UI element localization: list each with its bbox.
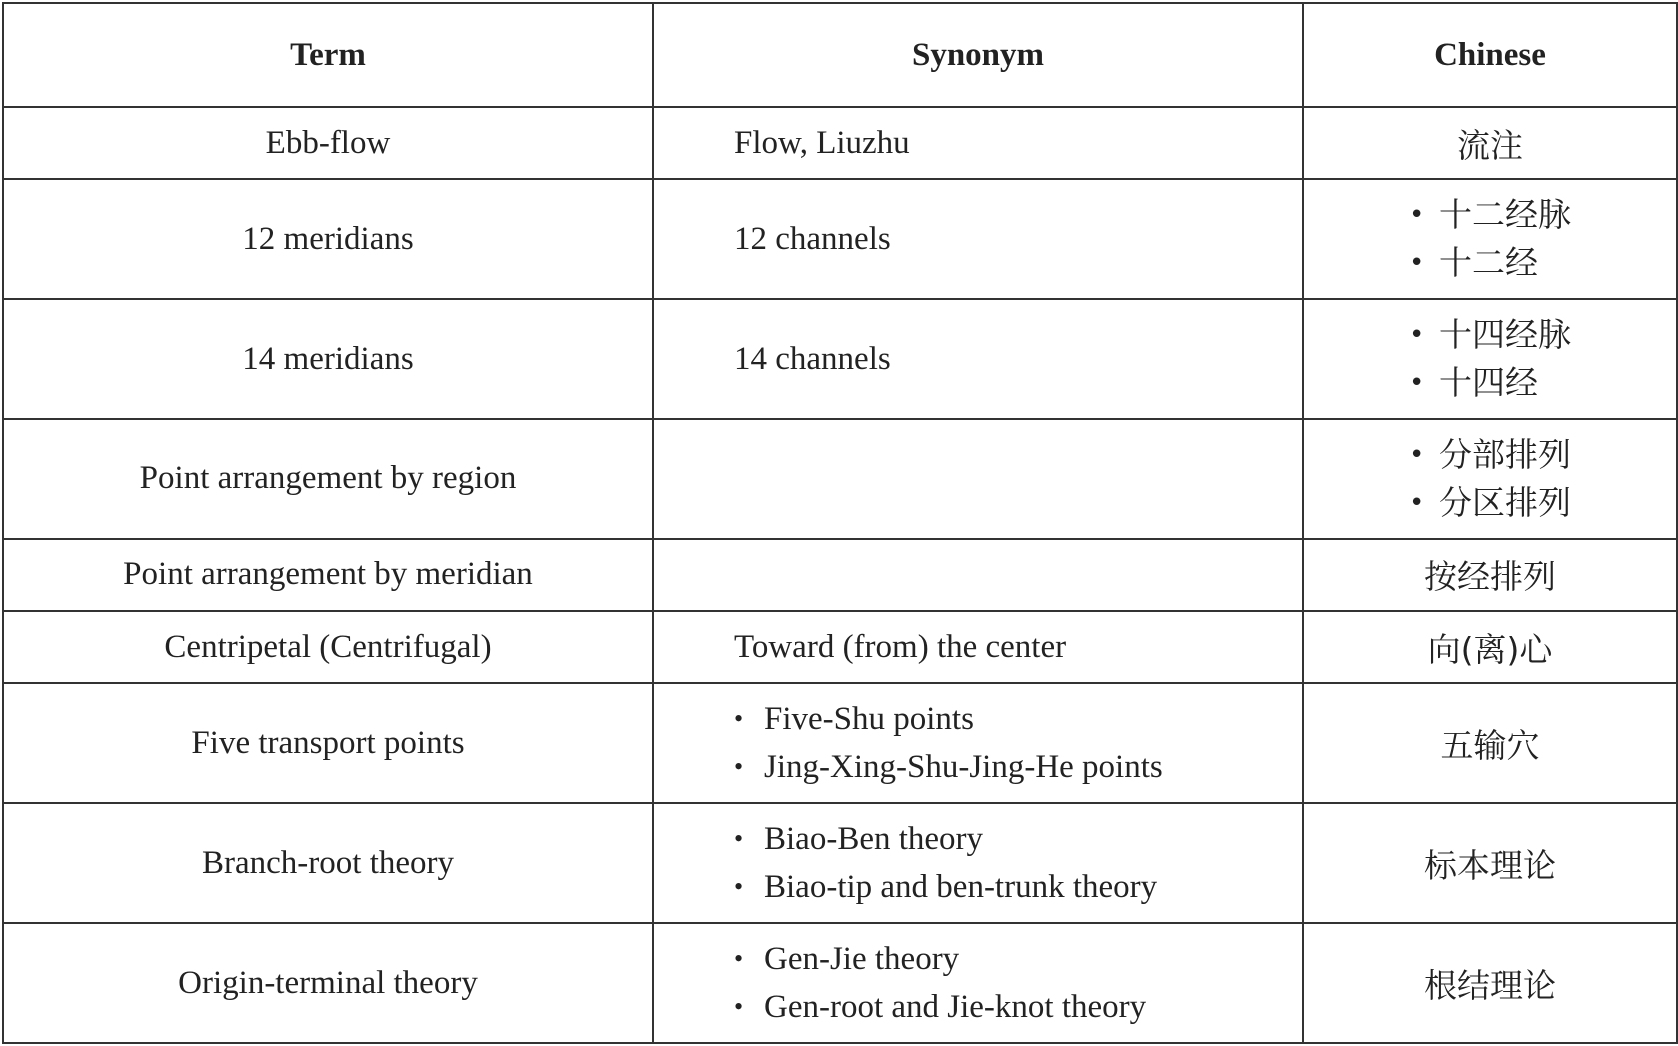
synonym-cell (653, 107, 1303, 179)
synonym-list-item: • Gen-Jie theory (734, 935, 1302, 983)
term-cell: Ebb-flow (3, 107, 653, 179)
term-cell: 12 meridians (3, 179, 653, 299)
chinese-list-item: • 分部排列 (1409, 431, 1571, 479)
term-cell: Five transport points (3, 683, 653, 803)
chinese-text: 向(离)心 (1427, 629, 1553, 669)
synonym-list-item: • Biao-Ben theory (734, 815, 1302, 863)
synonym-cell (653, 419, 1303, 539)
header-chinese: Chinese (1303, 3, 1677, 107)
table-row (3, 539, 1677, 611)
synonym-cell (653, 683, 1303, 803)
synonym-text: Flow, Liuzhu (734, 124, 910, 161)
term-cell: Centripetal (Centrifugal) (3, 611, 653, 683)
chinese-text: 五输穴 (1440, 725, 1540, 765)
chinese-list-item: • 十四经脉 (1409, 311, 1571, 359)
table-row (3, 923, 1677, 1043)
chinese-text: 根结理论 (1424, 965, 1556, 1005)
table-row (3, 299, 1677, 419)
chinese-list (1409, 311, 1571, 407)
synonym-text: 14 channels (734, 340, 891, 377)
chinese-list-item: • 十四经 (1409, 359, 1571, 407)
synonym-cell (653, 539, 1303, 611)
synonym-cell (653, 923, 1303, 1043)
table-row (3, 179, 1677, 299)
terminology-table-container (2, 2, 1676, 1044)
term-cell: Point arrangement by meridian (3, 539, 653, 611)
chinese-text: 标本理论 (1424, 845, 1556, 885)
synonym-cell (653, 179, 1303, 299)
synonym-text: 12 channels (734, 220, 891, 257)
chinese-text: 按经排列 (1424, 557, 1556, 597)
synonym-cell (653, 803, 1303, 923)
chinese-cell (1303, 611, 1677, 683)
table-row (3, 419, 1677, 539)
synonym-list (734, 935, 1302, 1031)
chinese-cell (1303, 419, 1677, 539)
term-cell: Point arrangement by region (3, 419, 653, 539)
table-row (3, 683, 1677, 803)
term-cell: Branch-root theory (3, 803, 653, 923)
term-cell: 14 meridians (3, 299, 653, 419)
chinese-cell (1303, 299, 1677, 419)
chinese-text: 流注 (1457, 125, 1523, 165)
table-row (3, 107, 1677, 179)
chinese-cell (1303, 923, 1677, 1043)
synonym-list-item: • Biao-tip and ben-trunk theory (734, 863, 1302, 911)
chinese-cell (1303, 683, 1677, 803)
synonym-cell (653, 299, 1303, 419)
table-body (3, 107, 1677, 1043)
header-row (3, 3, 1677, 107)
synonym-list-item: • Jing-Xing-Shu-Jing-He points (734, 743, 1302, 791)
header-term: Term (3, 3, 653, 107)
table-row (3, 611, 1677, 683)
term-cell: Origin-terminal theory (3, 923, 653, 1043)
chinese-list (1409, 191, 1571, 287)
synonym-list (734, 695, 1302, 791)
chinese-list-item: • 分区排列 (1409, 479, 1571, 527)
table-row (3, 803, 1677, 923)
terminology-table (2, 2, 1678, 1044)
synonym-text: Toward (from) the center (734, 628, 1067, 665)
synonym-list (734, 815, 1302, 911)
chinese-cell (1303, 539, 1677, 611)
synonym-cell (653, 611, 1303, 683)
chinese-cell (1303, 179, 1677, 299)
header-synonym: Synonym (653, 3, 1303, 107)
chinese-list-item: • 十二经脉 (1409, 191, 1571, 239)
synonym-list-item: • Five-Shu points (734, 695, 1302, 743)
chinese-cell (1303, 107, 1677, 179)
chinese-list-item: • 十二经 (1409, 239, 1571, 287)
chinese-cell (1303, 803, 1677, 923)
chinese-list (1409, 431, 1571, 527)
synonym-list-item: • Gen-root and Jie-knot theory (734, 983, 1302, 1031)
